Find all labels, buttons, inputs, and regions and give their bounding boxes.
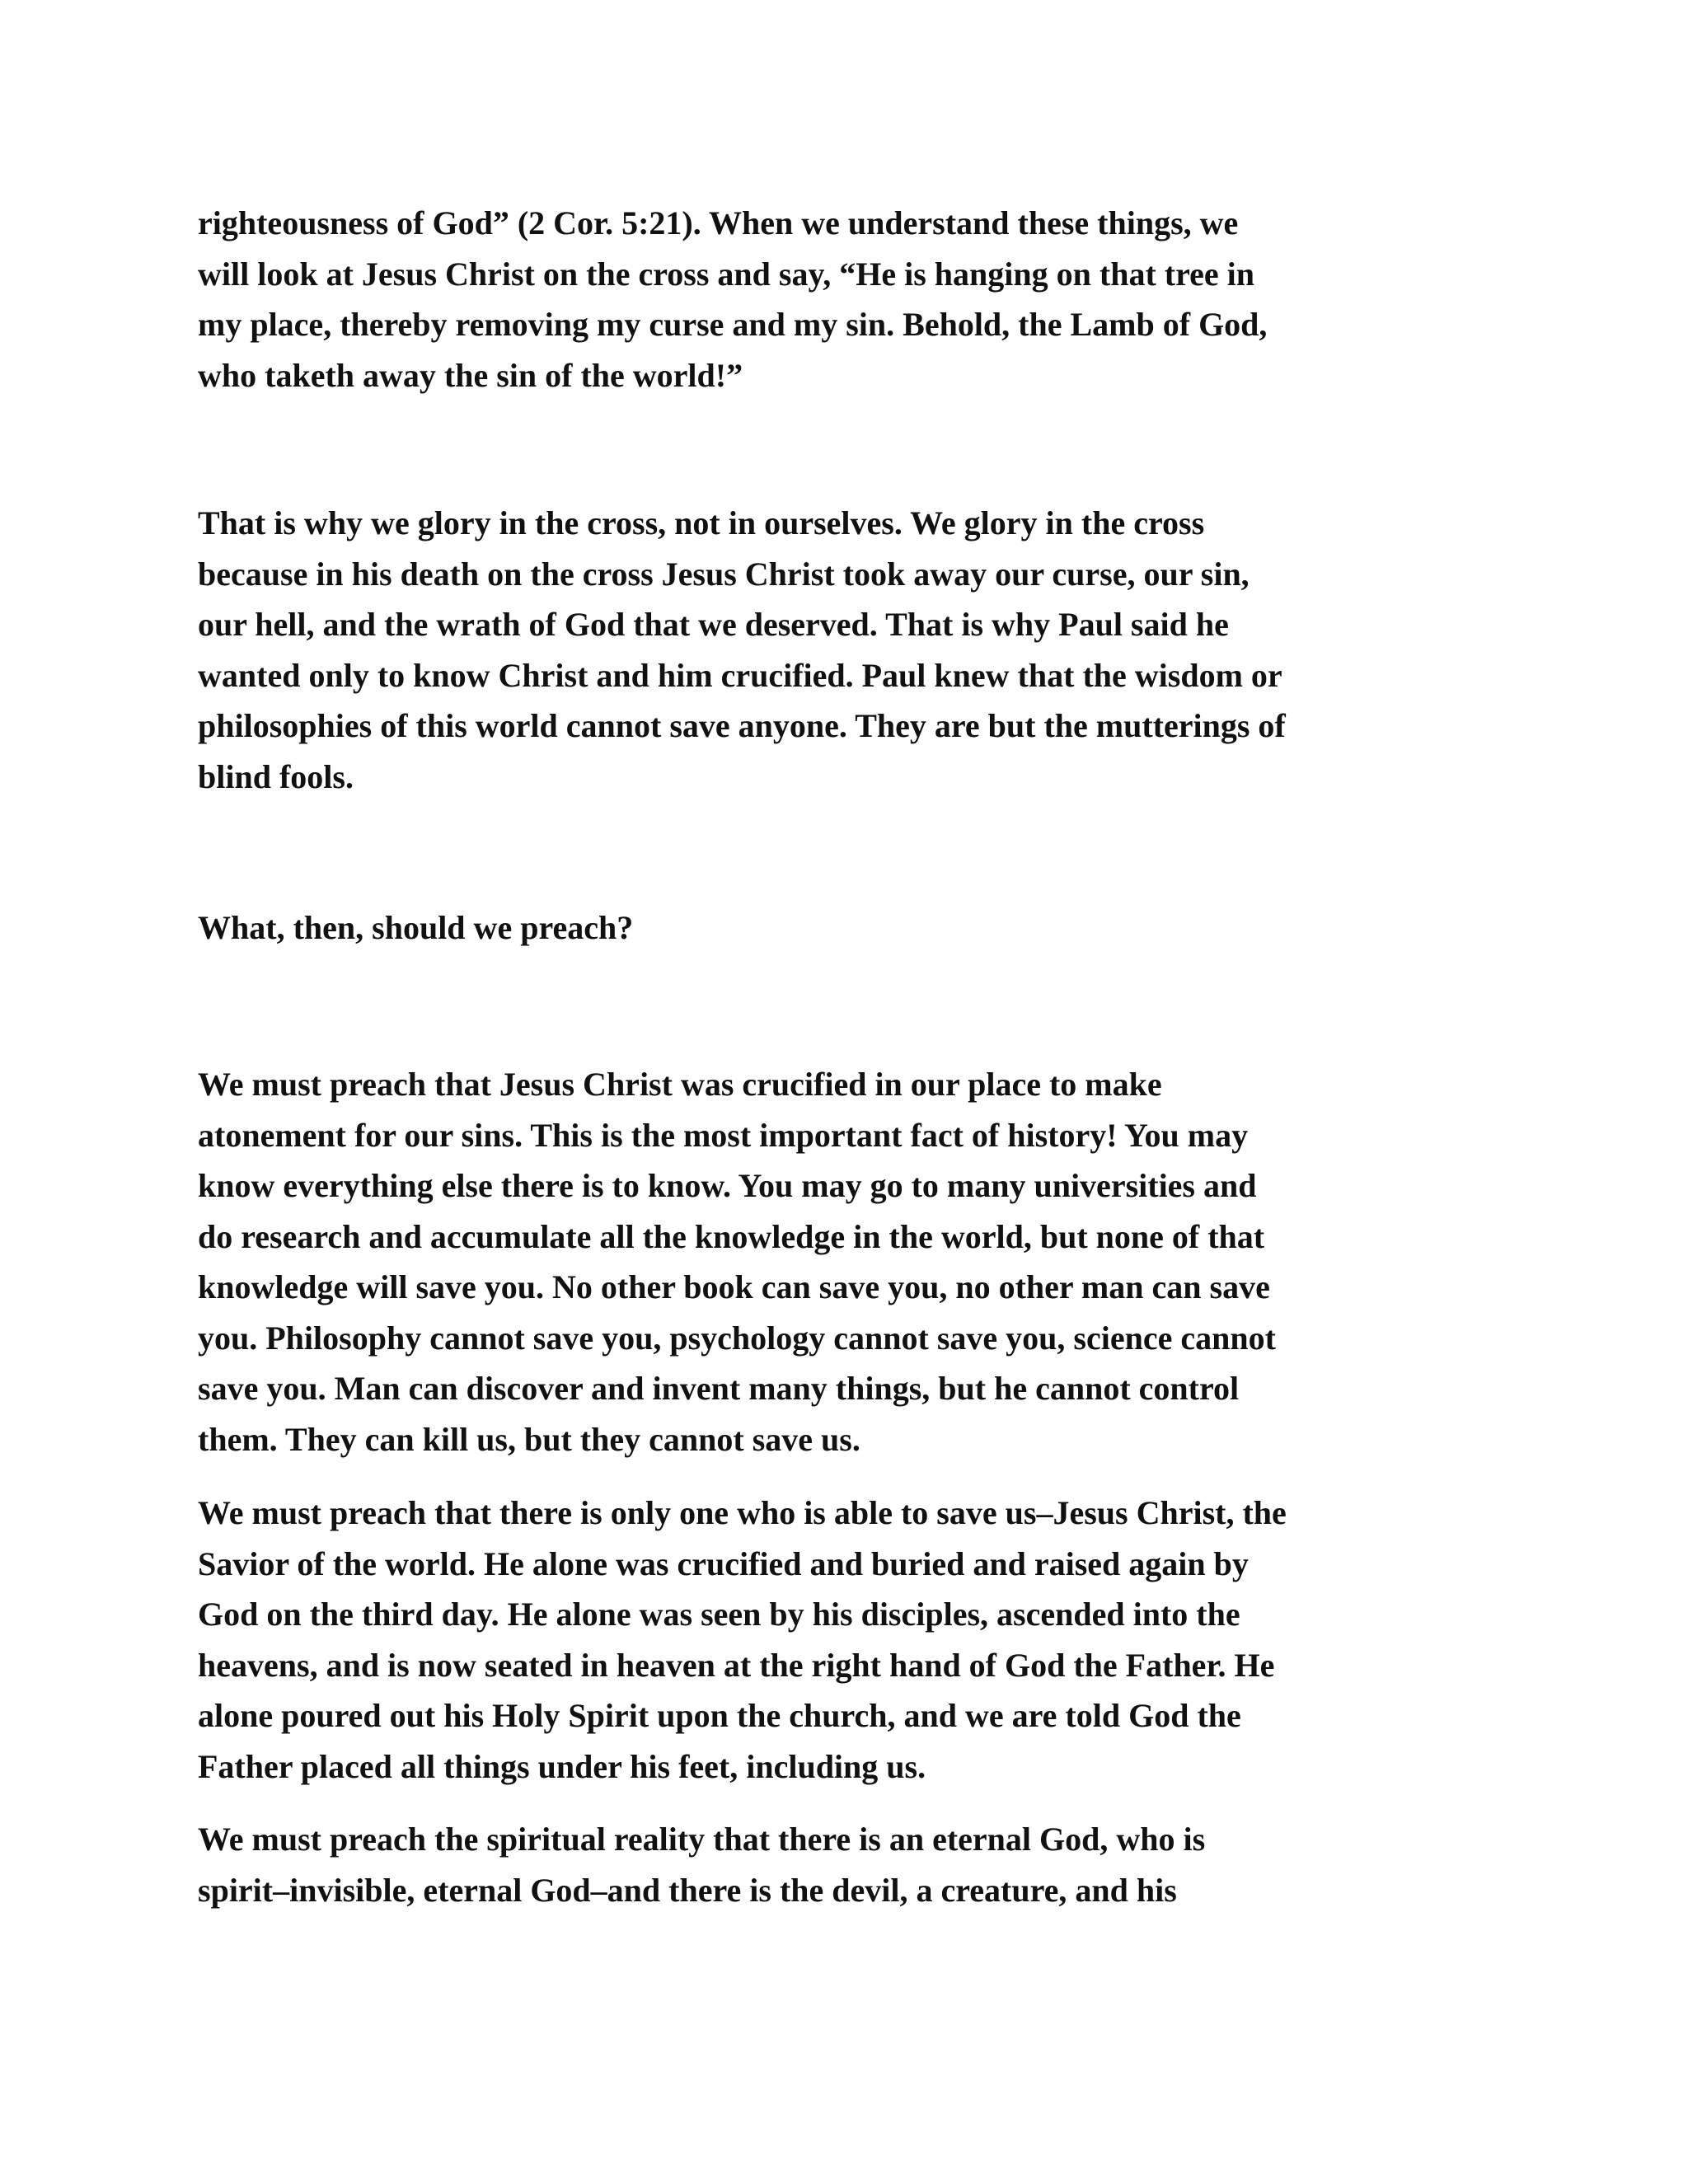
paragraph-5 bbox=[198, 1488, 1500, 1792]
paragraph-2 bbox=[198, 498, 1500, 802]
text-line: wanted only to know Christ and him crucified. Paul knew that the wisdom or bbox=[198, 656, 1282, 694]
paragraph-3 bbox=[198, 902, 1500, 954]
paragraph-1 bbox=[198, 198, 1500, 401]
text-line: our hell, and the wrath of God that we deserved. That is why Paul said he bbox=[198, 606, 1229, 643]
text-line: We must preach that Jesus Christ was crucified in our place to make bbox=[198, 1066, 1162, 1103]
text-line: spirit–invisible, eternal God–and there is the devil, a creature, and his bbox=[198, 1871, 1177, 1909]
text-line: atonement for our sins. This is the most important fact of history! You may bbox=[198, 1116, 1249, 1154]
text-line: my place, thereby removing my curse and my sin. Behold, the Lamb of God, bbox=[198, 306, 1268, 343]
text-line: We must preach the spiritual reality that there is an eternal God, who is bbox=[198, 1821, 1206, 1858]
text-line: alone poured out his Holy Spirit upon the church, and we are told God the bbox=[198, 1697, 1241, 1734]
text-line: heavens, and is now seated in heaven at the right hand of God the Father. He bbox=[198, 1646, 1275, 1684]
text-line: who taketh away the sin of the world!” bbox=[198, 356, 743, 394]
paragraph-4 bbox=[198, 1059, 1500, 1465]
text-line: righteousness of God” (2 Cor. 5:21). When we understand these things, we bbox=[198, 204, 1239, 241]
text-line: do research and accumulate all the knowledge in the world, but none of that bbox=[198, 1217, 1265, 1255]
text-line: Father placed all things under his feet, including us. bbox=[198, 1747, 926, 1785]
paragraph-6 bbox=[198, 1814, 1500, 1915]
text-line: save you. Man can discover and invent many things, but he cannot control bbox=[198, 1370, 1240, 1407]
text-line: knowledge will save you. No other book can save you, no other man can save bbox=[198, 1268, 1270, 1305]
text-line: you. Philosophy cannot save you, psychology cannot save you, science cannot bbox=[198, 1319, 1276, 1357]
text-line: blind fools. bbox=[198, 757, 354, 795]
text-line: That is why we glory in the cross, not in ourselves. We glory in the cross bbox=[198, 504, 1205, 541]
text-line: know everything else there is to know. You may go to many universities and bbox=[198, 1167, 1257, 1204]
text-line: will look at Jesus Christ on the cross and say, “He is hanging on that tree in bbox=[198, 255, 1255, 293]
text-line: We must preach that there is only one who is able to save us–Jesus Christ, the bbox=[198, 1494, 1287, 1531]
text-line: philosophies of this world cannot save anyone. They are but the mutterings of bbox=[198, 707, 1286, 744]
text-line: What, then, should we preach? bbox=[198, 909, 634, 946]
text-line: them. They can kill us, but they cannot save us. bbox=[198, 1420, 860, 1458]
text-line: because in his death on the cross Jesus Christ took away our curse, our sin, bbox=[198, 555, 1250, 593]
text-line: Savior of the world. He alone was crucified and buried and raised again by bbox=[198, 1544, 1249, 1582]
text-line: God on the third day. He alone was seen by his disciples, ascended into the bbox=[198, 1596, 1240, 1633]
